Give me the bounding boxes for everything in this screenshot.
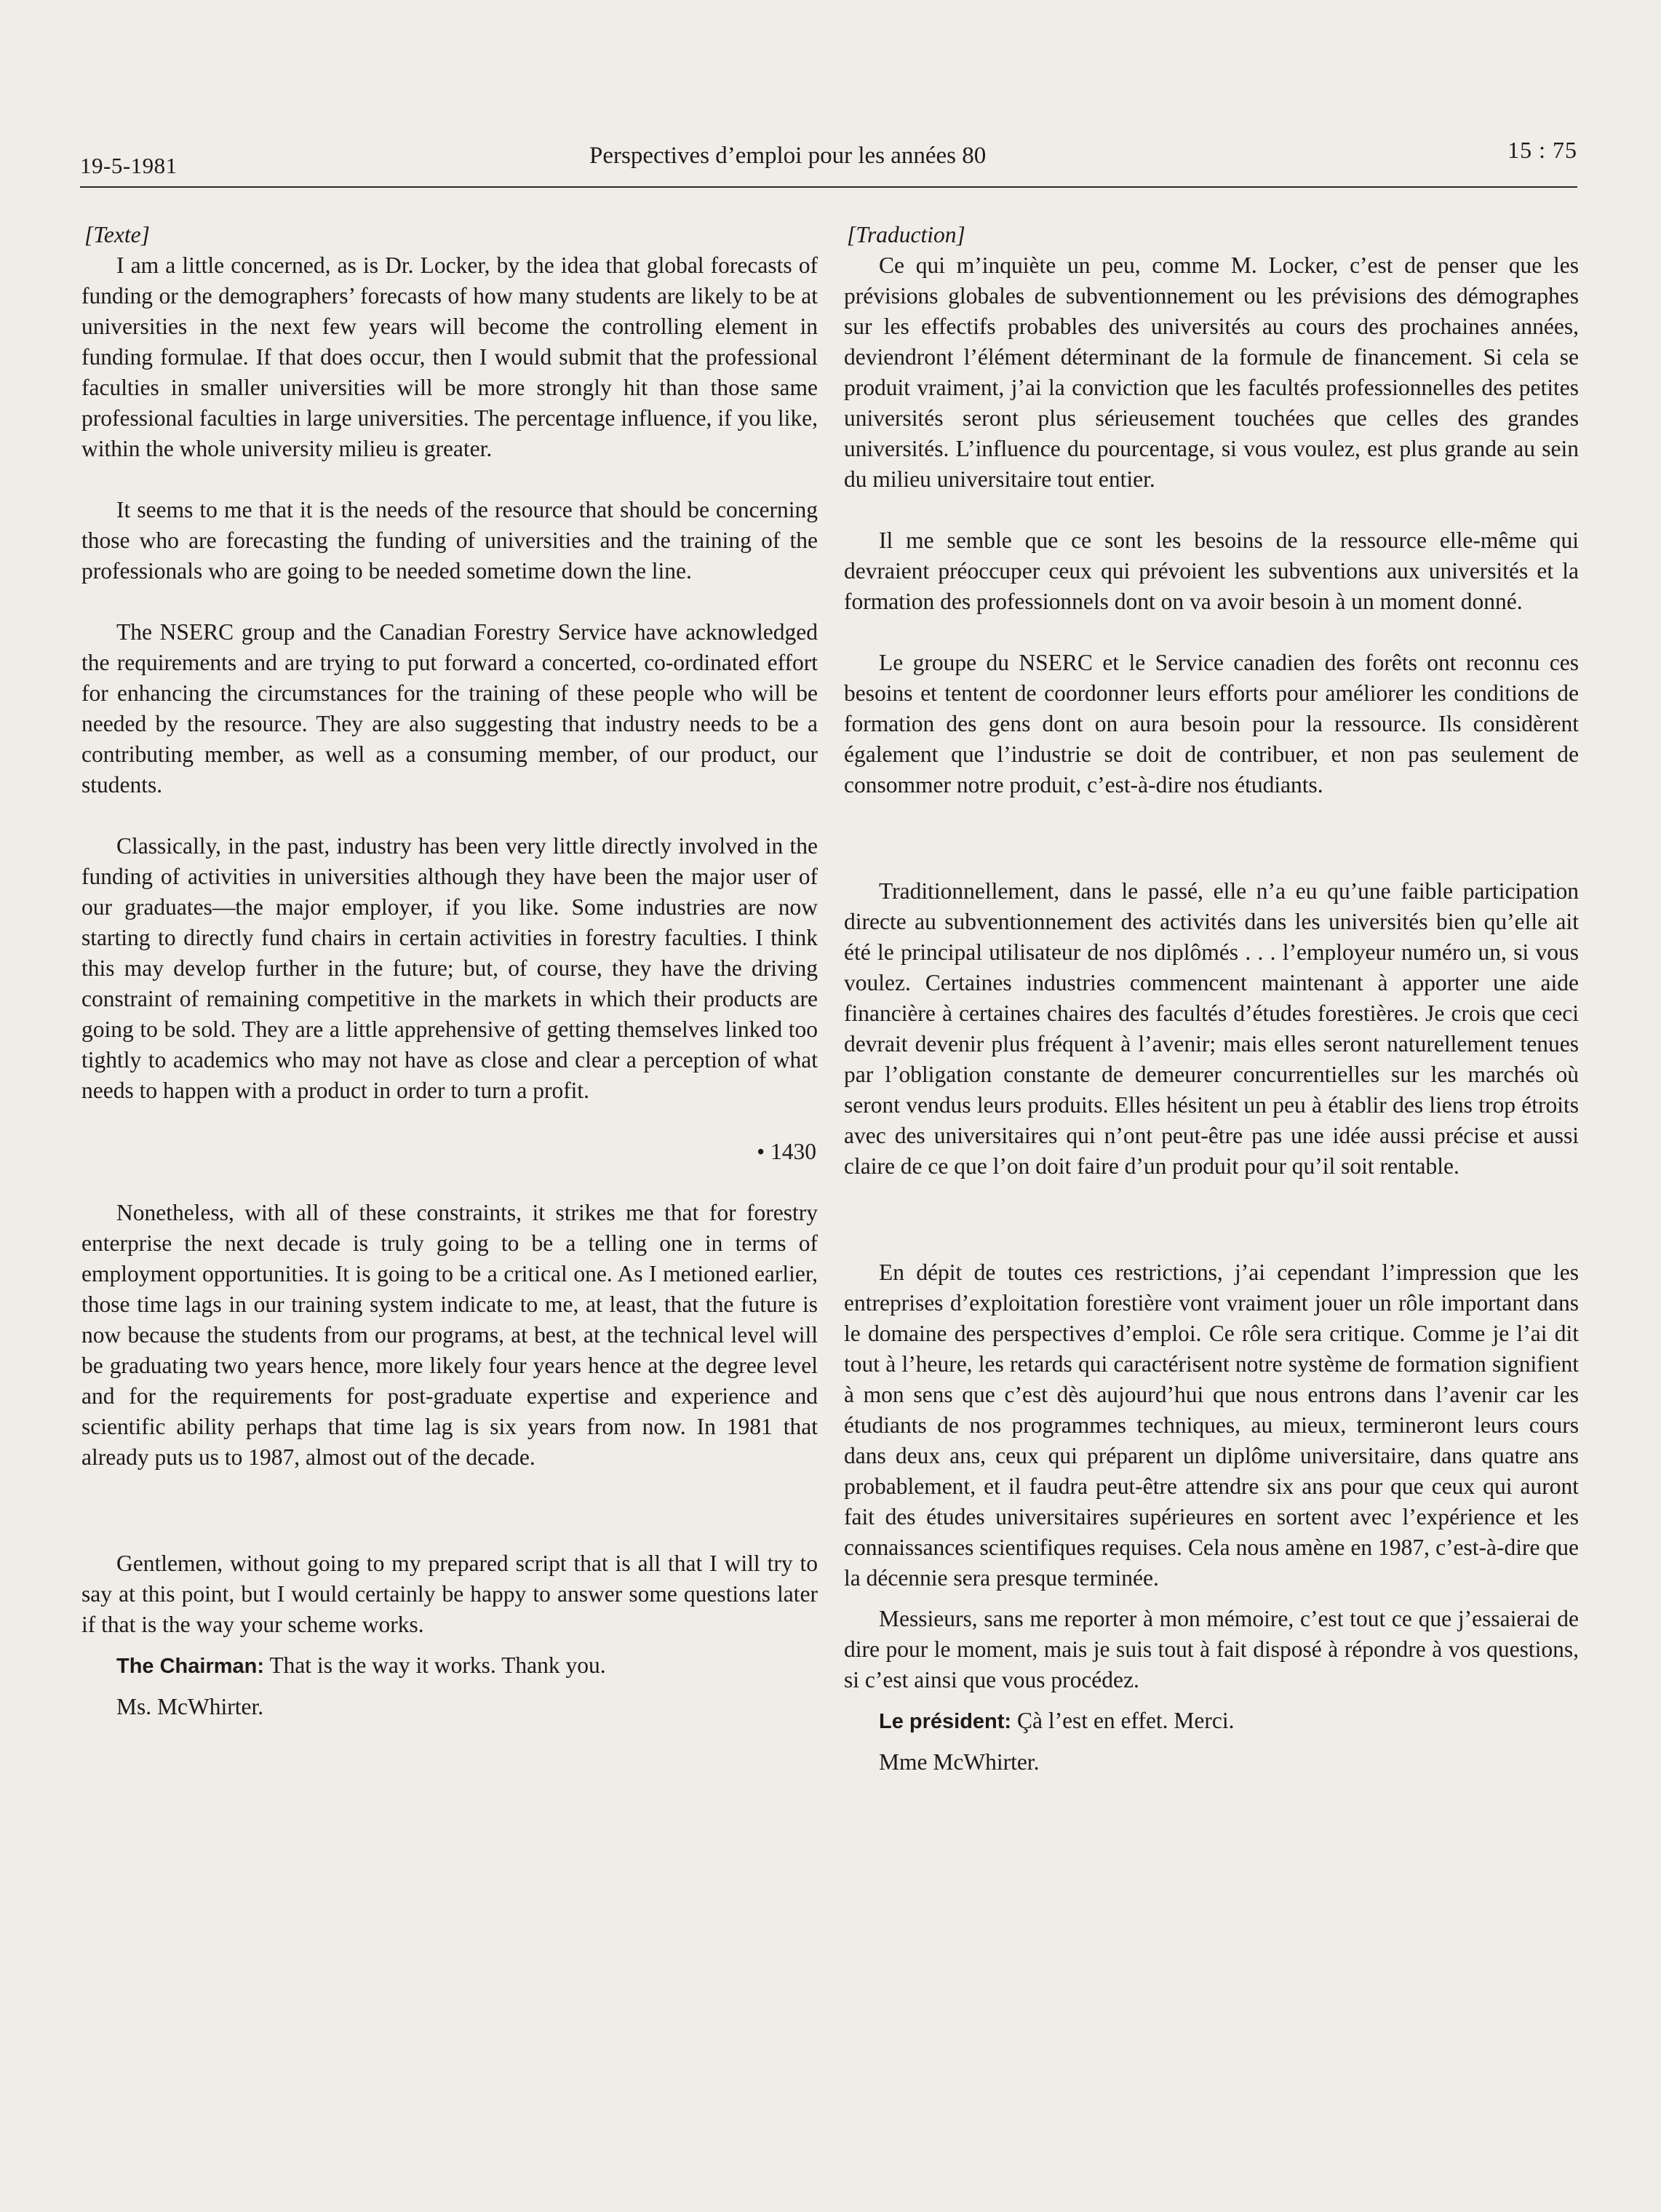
column-label-texte xyxy=(84,220,818,250)
next-speaker: Mme McWhirter. xyxy=(879,1749,1040,1775)
chairman-text: That is the way it works. Thank you. xyxy=(264,1652,606,1678)
label-text: Traduction xyxy=(856,222,957,247)
column-label-traduction xyxy=(847,220,1579,250)
paragraph: Nonetheless, with all of these constraints, it strikes me that for forestry enterprise the next decade is truly going to be a telling one in terms of employment opportunities. It is going to be a critical one. As I metioned earlier, those time lags in our training system indicate to me, at least, that the future is now because the students from our programs, at best, at the technical level will be graduating two years hence, more likely four years hence at the degree level and for the requirements for post-graduate expertise and experience and scientific ability perhaps that time lag is six years from now. In 1981 that already puts us to 1987, almost out of the decade. xyxy=(81,1200,818,1470)
president-text: Çà l’est en effet. Merci. xyxy=(1011,1708,1235,1733)
paragraph: It seems to me that it is the needs of the resource that should be concerning those who are forecasting the funding of universities and the training of the professionals who are going to be needed sometime down the line. xyxy=(81,497,818,584)
label-text: Texte xyxy=(93,222,141,247)
label-close-bracket: ] xyxy=(956,222,965,247)
paragraph: Il me semble que ce sont les besoins de la ressource elle-même qui devraient préoccuper ceux qui prévoient les subventions aux universités et la formation des professionnels dont on va avoir besoin à un moment donné. xyxy=(844,528,1579,614)
paragraph: Classically, in the past, industry has been very little directly involved in the funding of activities in universities although they have been the major user of our graduates—the major employer, if you like. Some industries are now starting to directly fund chairs in certain activities in forestry faculties. I think this may develop further in the future; but, of course, they have the driving constraint of remaining competitive in the markets in which their products are going to be sold. They are a little apprehensive of getting themselves linked too tightly to academics who may not have as close and clear a perception of what needs to happen with a product in order to turn a profit. xyxy=(81,833,818,1103)
label-close-bracket: ] xyxy=(140,222,150,247)
header-date: 19-5-1981 xyxy=(80,153,178,178)
paragraph: Le groupe du NSERC et le Service canadien des forêts ont reconnu ces besoins et tentent de coordonner leurs efforts pour améliorer les conditions de formation des gens dont on aura besoin pour la ressource. Ils considèrent également que l’industrie se doit de contribuer, et non pas seulement de consommer notre produit, c’est-à-dire nos étudiants. xyxy=(844,650,1579,797)
label-open-bracket: [ xyxy=(847,222,856,247)
page-number: 15 : 75 xyxy=(1507,137,1577,163)
chairman-label: The Chairman: xyxy=(116,1655,265,1678)
paragraph: I am a little concerned, as is Dr. Locker, by the idea that global forecasts of funding or the demographers’ forecasts of how many students are likely to be at universities in the next few years will become the controlling element in funding formulae. If that does occur, then I would submit that the professional faculties in smaller universities will be more strongly hit than those same professional faculties in large universities. The percentage influence, if you like, within the whole university milieu is greater. xyxy=(81,252,818,461)
page-header xyxy=(80,137,1577,180)
paragraph: Messieurs, sans me reporter à mon mémoire, c’est tout ce que j’essaierai de dire pour le moment, mais je suis tout à fait disposé à répondre à vos questions, si c’est ainsi que vous procédez. xyxy=(844,1606,1579,1692)
time-marker: • 1430 xyxy=(757,1139,816,1164)
chairman-line xyxy=(81,1650,818,1682)
paragraph: En dépit de toutes ces restrictions, j’ai cependant l’impression que les entreprises d’exploitation forestière vont vraiment jouer un rôle important dans le domaine des perspectives d’emploi. Ce rôle sera critique. Comme je l’ai dit tout à l’heure, les retards qui caractérisent notre système de formation signifient à mon sens que c’est dès aujourd’hui que nous entrons dans l’avenir car les étudiants de nos programmes techniques, au mieux, termineront leurs cours dans deux ans, ceux qui préparent un diplôme universitaire, dans quatre ans probablement, et il faudra peut-être attendre six ans pour que ceux qui auront fait des études universitaires supérieures en sortent avec l’expérience et les connaissances scientifiques requises. Cela nous amène en 1987, c’est-à-dire que la décennie sera presque terminée. xyxy=(844,1260,1579,1591)
paragraph: The NSERC group and the Canadian Forestry Service have acknowledged the requirements and are trying to put forward a concerted, co-ordinated effort for enhancing the circumstances for the training of these people who will be needed by the resource. They are also suggesting that industry needs to be a contributing member, as well as a consuming member, of our product, our students. xyxy=(81,619,818,797)
paragraph: Traditionnellement, dans le passé, elle n’a eu qu’une faible participation directe au subventionnement des activités dans les universités bien qu’elle ait été le principal utilisateur de nos diplômés . . . l’employeur numéro un, si vous voulez. Certaines industries commencent maintenant à apporter une aide financière à certaines chaires des facultés d’études forestières. Je crois que ceci devrait devenir plus fréquent à l’avenir; mais elles seront naturellement tenues par l’obligation constante de demeurer concurrentielles sur les marchés où seront vendus leurs produits. Elles hésitent un peu à établir des liens trop étroits avec des universitaires qui n’ont peut-être pas une idée aussi précise et aussi claire de ce que l’on doit faire d’un produit pour qu’il soit rentable. xyxy=(844,878,1579,1179)
english-column xyxy=(81,220,818,1722)
french-column xyxy=(844,220,1579,1778)
label-open-bracket: [ xyxy=(84,222,94,247)
next-speaker: Ms. McWhirter. xyxy=(116,1694,264,1719)
president-line xyxy=(844,1706,1579,1737)
paragraph: Gentlemen, without going to my prepared script that is all that I will try to say at this point, but I would certainly be happy to answer some questions later if that is the way your scheme works. xyxy=(81,1551,818,1637)
header-rule xyxy=(80,186,1577,188)
president-label: Le président: xyxy=(879,1710,1012,1733)
paragraph: Ce qui m’inquiète un peu, comme M. Locker, c’est de penser que les prévisions globales de subventionnement ou les prévisions des démographes sur les effectifs probables des universités au cours des prochaines années, deviendront l’élément déterminant de la formule de financement. Si cela se produit vraiment, j’ai la conviction que les facultés professionnelles des petites universités seront plus sérieusement touchées que celles des grandes universités. L’influence du pourcentage, si vous voulez, est plus grande au sein du milieu universitaire tout entier. xyxy=(844,252,1579,492)
header-title: Perspectives d’emploi pour les années 80 xyxy=(589,143,987,169)
